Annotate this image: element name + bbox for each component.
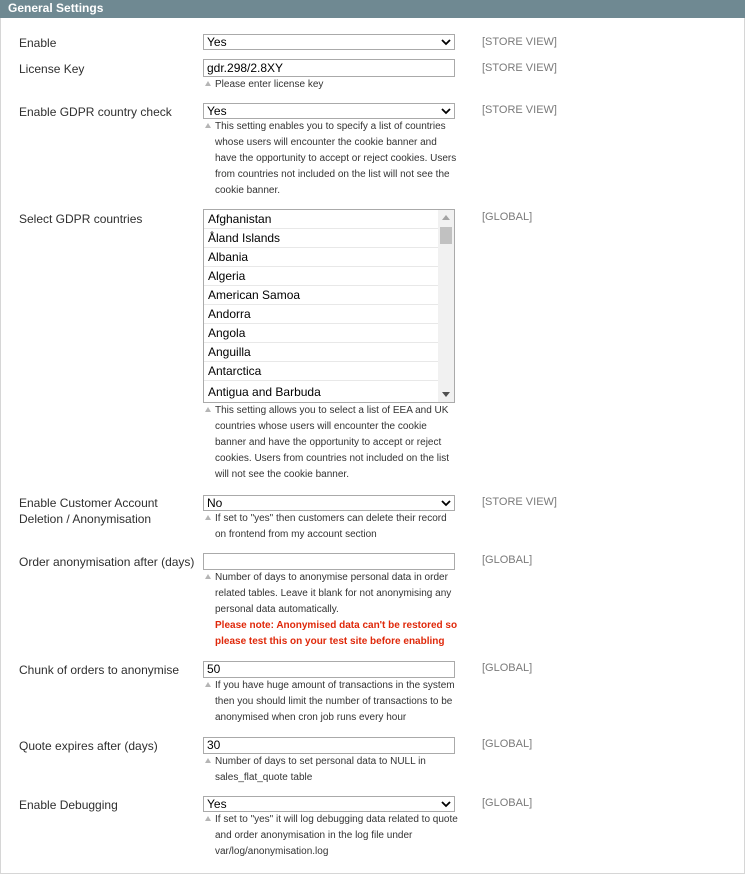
country-option[interactable]: Albania [204,248,438,267]
gdpr-check-value: Yes [207,104,227,118]
license-key-input[interactable] [203,59,455,77]
section-header[interactable] [0,0,745,18]
enable-label: Enable [19,36,57,50]
chunk-orders-scope: [GLOBAL] [482,662,533,674]
scroll-up-arrow-icon[interactable] [442,215,450,220]
gdpr-countries-scope: [GLOBAL] [482,211,533,223]
country-option[interactable]: Andorra [204,305,438,324]
anonymisation-warning: please test this on your test site before enabling [215,636,445,647]
note-triangle-icon [205,81,211,86]
gdpr-check-scope: [STORE VIEW] [482,104,557,116]
quote-expires-label: Quote expires after (days) [19,739,158,753]
license-key-scope: [STORE VIEW] [482,62,557,74]
chunk-orders-note: If you have huge amount of transactions in the system then you should limit the number of transactions to be anonymised when cron job runs every hour [205,678,460,726]
enable-select-value: Yes [207,35,227,49]
chunk-orders-input[interactable] [203,661,455,678]
chunk-orders-value: 50 [207,662,221,676]
license-key-label: License Key [19,62,85,76]
country-option[interactable]: Anguilla [204,343,438,362]
quote-expires-input[interactable] [203,737,455,754]
gdpr-countries-note: This setting allows you to select a list of EEA and UK countries whose users will encounter the cookie banner and have the opportunity to accept or reject cookies. Users from countries not included on the list will not see the cookie banner. [205,403,460,483]
debugging-label: Enable Debugging [19,798,118,812]
note-triangle-icon [205,758,211,763]
anonymisation-warning: Please note: Anonymised data can't be restored so [215,620,458,631]
account-deletion-note: If set to "yes" then customers can delete their record on frontend from my account section [205,511,460,543]
account-deletion-scope: [STORE VIEW] [482,496,557,508]
note-triangle-icon [205,123,211,128]
enable-select[interactable] [203,34,455,50]
country-option[interactable]: Åland Islands [204,229,438,248]
debugging-value: Yes [207,797,227,811]
quote-expires-note: Number of days to set personal data to NULL in sales_flat_quote table [205,754,460,786]
license-key-value: gdr.298/2.8XY [207,61,284,75]
scroll-down-arrow-icon[interactable] [442,392,450,397]
chunk-orders-label: Chunk of orders to anonymise [19,663,180,677]
section-title: General Settings [8,1,104,15]
order-anonymisation-note: Number of days to anonymise personal data in order related tables. Leave it blank for not anonymising any personal data automatically. Please note: Anonymised data can't be restored so please test this on your test site before enabling [205,570,460,650]
country-option[interactable]: Algeria [204,267,438,286]
scroll-thumb[interactable] [440,227,452,244]
account-deletion-value: No [207,496,223,510]
gdpr-check-note: This setting enables you to specify a list of countries whose users will encounter the cookie banner and have the opportunity to accept or reject cookies. Users from countries not included on the list will not see the cookie banner. [205,119,460,199]
note-triangle-icon [205,574,211,579]
country-option[interactable]: Antigua and Barbuda [208,385,321,399]
chevron-down-icon [441,37,451,47]
gdpr-check-select[interactable] [203,103,455,119]
order-anonymisation-scope: [GLOBAL] [482,554,533,566]
country-option[interactable]: Afghanistan [204,210,438,229]
note-triangle-icon [205,515,211,520]
debugging-select[interactable] [203,796,455,812]
quote-expires-value: 30 [207,738,221,752]
quote-expires-scope: [GLOBAL] [482,738,533,750]
countries-scrollbar[interactable] [438,210,454,402]
debugging-note: If set to "yes" it will log debugging data related to quote and order anonymisation in the log file under var/log/anonymisation.log [205,812,460,860]
note-triangle-icon [205,816,211,821]
account-deletion-select[interactable] [203,495,455,511]
gdpr-countries-label: Select GDPR countries [19,212,143,226]
chevron-down-icon [441,799,451,809]
license-key-note: Please enter license key [205,77,460,93]
order-anonymisation-label: Order anonymisation after (days) [19,555,195,569]
enable-scope: [STORE VIEW] [482,36,557,48]
chevron-down-icon [441,106,451,116]
note-triangle-icon [205,682,211,687]
country-option[interactable]: Angola [204,324,438,343]
gdpr-countries-multiselect[interactable] [203,209,455,403]
chevron-down-icon [441,498,451,508]
note-triangle-icon [205,407,211,412]
country-option[interactable]: American Samoa [204,286,438,305]
debugging-scope: [GLOBAL] [482,797,533,809]
order-anonymisation-input[interactable] [203,553,455,570]
account-deletion-label: Enable Customer Account Deletion / Anonymisation [19,496,158,526]
gdpr-check-label: Enable GDPR country check [19,105,172,119]
country-option[interactable]: Antarctica [204,362,438,381]
